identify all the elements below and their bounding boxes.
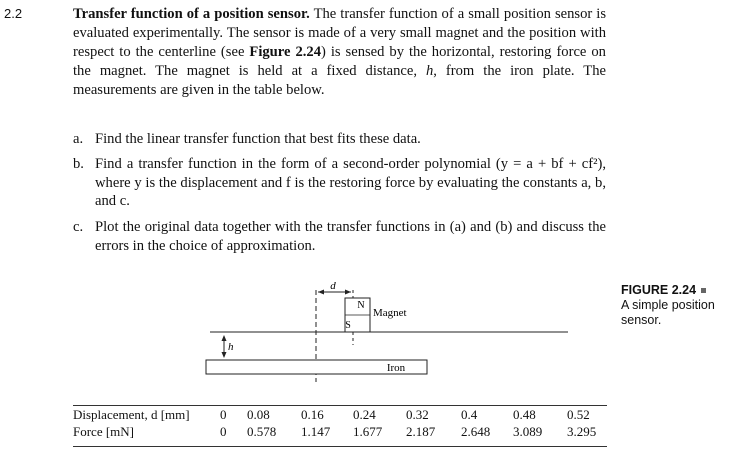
table-cell: 1.677 (353, 424, 383, 439)
problem-text-3: , from the iron plate. The measurements are given in the table below. (73, 63, 606, 98)
table-cell: 0.16 (301, 407, 324, 422)
table-row (73, 406, 607, 423)
table-cell: 2.187 (406, 424, 436, 439)
table-cell: 3.295 (567, 424, 597, 439)
d-arrow-head-right (345, 290, 351, 295)
figure-caption-block (621, 283, 741, 328)
part-b-label: b. (73, 156, 84, 172)
table-cell: 3.089 (513, 424, 543, 439)
table-cell: 0.4 (461, 407, 478, 422)
table-row-label: Force [mN] (73, 424, 135, 439)
table-row-label: Displacement, d [mm] (73, 407, 190, 422)
part-c-text: Plot the original data together with the transfer functions in (a) and (b) and discuss the errors in the choice of approximation. (95, 219, 606, 254)
table-cell: 0.578 (247, 424, 277, 439)
problem-title: Transfer function of a position sensor. (73, 6, 310, 22)
part-b-text: Find a transfer function in the form of a second-order polynomial (y = a + bf + cf²), where y is the displacement and f is the restoring force by evaluating the constants a, b, and c. (95, 156, 606, 209)
table-cell: 0.24 (353, 407, 376, 422)
h-arrow-head-up (222, 335, 227, 341)
h-label: h (228, 341, 234, 353)
d-label: d (330, 280, 336, 292)
data-table (73, 406, 607, 440)
table-cell: 2.648 (461, 424, 491, 439)
d-arrow-head-left (318, 290, 324, 295)
table-cell: 0.08 (247, 407, 270, 422)
square-bullet-icon (701, 288, 706, 293)
figure-number: FIGURE 2.24 (621, 283, 697, 297)
table-cell: 0.48 (513, 407, 536, 422)
table-cell: 0.52 (567, 407, 590, 422)
south-pole-label: S (345, 320, 351, 331)
table-cell: 1.147 (301, 424, 331, 439)
figure-caption: A simple position sensor. (621, 298, 715, 327)
problem-text-1: The transfer function of a small position sensor is evaluated experimentally. The sensor is made of a very small magnet and the position with respect to the centerline (see (73, 6, 607, 60)
magnet-label: Magnet (373, 307, 407, 319)
north-pole-label: N (357, 300, 365, 311)
iron-label: Iron (386, 362, 406, 374)
table-cell: 0 (220, 407, 227, 422)
table-row (73, 423, 607, 440)
h-variable: h (425, 63, 434, 79)
table-bottom-rule (73, 446, 607, 447)
part-a-label: a. (73, 131, 84, 147)
table-cell: 0.32 (406, 407, 429, 422)
h-arrow-head-down (222, 352, 227, 358)
table-cell: 0 (220, 424, 227, 439)
part-a-text: Find the linear transfer function that best fits these data. (95, 131, 421, 147)
figure-reference: Figure 2.24 (249, 44, 321, 60)
part-c-label: c. (73, 219, 84, 235)
problem-text-2: ) is sensed by the horizontal, restoring force on the magnet. The magnet is held at a fixed distance, (73, 44, 606, 79)
problem-number: 2.2 (4, 6, 23, 21)
